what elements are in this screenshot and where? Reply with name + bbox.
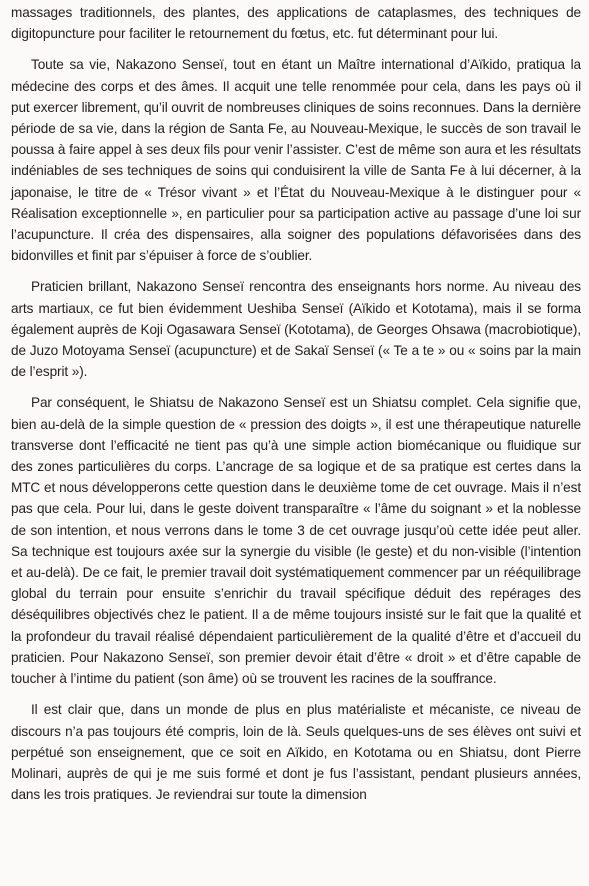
paragraph-nakazono-medicine: Toute sa vie, Nakazono Senseï, tout en étant un Maître international d’Aïkido, pratiqua la médecine des corps et des âmes. Il acquit une telle renommée pour cela, dans les pays où il put exercer librement, qu’il ouvrit de nombreuses cliniques de soins reconnues. Dans la dernière période de sa vie, dans la région de Santa Fe, au Nouveau-Mexique, le succès de son travail le poussa à faire appel à ses deux fils pour venir l’assister. C’est de même son aura et les résultats indéniables de ses techniques de soins qui conduisirent la ville de Santa Fe à lui décerner, à la japonaise, le titre de « Trésor vivant » et l’État du Nouveau-Mexique à le distinguer pour « Réalisation exceptionnelle », en particulier pour sa participation active au passage d’une loi sur l’acupuncture. Il créa des dispensaires, alla soigner des populations défavorisées dans des bidonvilles et finit par s’épuiser à force de s’oublier. (11, 57, 581, 264)
paragraph-teachers: Praticien brillant, Nakazono Senseï rencontra des enseignants hors norme. Au niveau des arts martiaux, ce fut bien évidemment Ueshiba Senseï (Aïkido et Kototama), mais il se forma également auprès de Koji Ogasawara Senseï (Kototama), de Georges Ohsawa (macrobiotique), de Juzo Motoyama Senseï (acupuncture) et de Sakaï Senseï (« Te a te » ou « soins par la main de l’esprit »). (11, 279, 581, 380)
paragraph-continued: massages traditionnels, des plantes, des applications de cataplasmes, des techniques de digitopuncture pour faciliter le retournement du fœtus, etc. fut déterminant pour lui. (11, 5, 581, 42)
document-page (11, 2, 581, 815)
paragraph-shiatsu-complete: Par conséquent, le Shiatsu de Nakazono Senseï est un Shiatsu complet. Cela signifie que, bien au-delà de la simple question de « pression des doigts », il est une thérapeutique naturelle transverse dont l’efficacité ne tient pas qu’à une simple action biomécanique ou fluidique sur des zones particulières du corps. L’ancrage de sa logique et de sa pratique est certes dans la MTC et nous développerons cette question dans le deuxième tome de cet ouvrage. Mais il n’est pas que cela. Pour lui, dans le geste doivent transparaître « l’âme du soignant » et la noblesse de son intention, et nous verrons dans le tome 3 de cet ouvrage jusqu’où cette idée peut aller. Sa technique est toujours axée sur la synergie du visible (le geste) et du non-visible (l’intention et au-delà). De ce fait, le premier travail doit systématiquement commencer par un rééquilibrage global du terrain pour ensuite s’enrichir du travail spécifique déduit des repérages des déséquilibres objectivés chez le patient. Il a de même toujours insisté sur le fait que la qualité et la profondeur du travail réalisé dépendaient particulièrement de la qualité d’être et d’accueil du praticien. Pour Nakazono Senseï, son premier devoir était d’être « droit » et d’être capable de toucher à l’intime du patient (son âme) où se trouvent les racines de la souffrance. (11, 395, 581, 687)
paragraph-legacy: Il est clair que, dans un monde de plus en plus matérialiste et mécaniste, ce niveau de discours n’a pas toujours été compris, loin de là. Seuls quelques-uns de ses élèves ont suivi et perpétué son enseignement, que ce soit en Aïkido, en Kototama ou en Shiatsu, dont Pierre Molinari, auprès de qui je me suis formé et dont je fus l’assistant, pendant plusieurs années, dans les trois pratiques. Je reviendrai sur toute la dimension (11, 702, 581, 803)
